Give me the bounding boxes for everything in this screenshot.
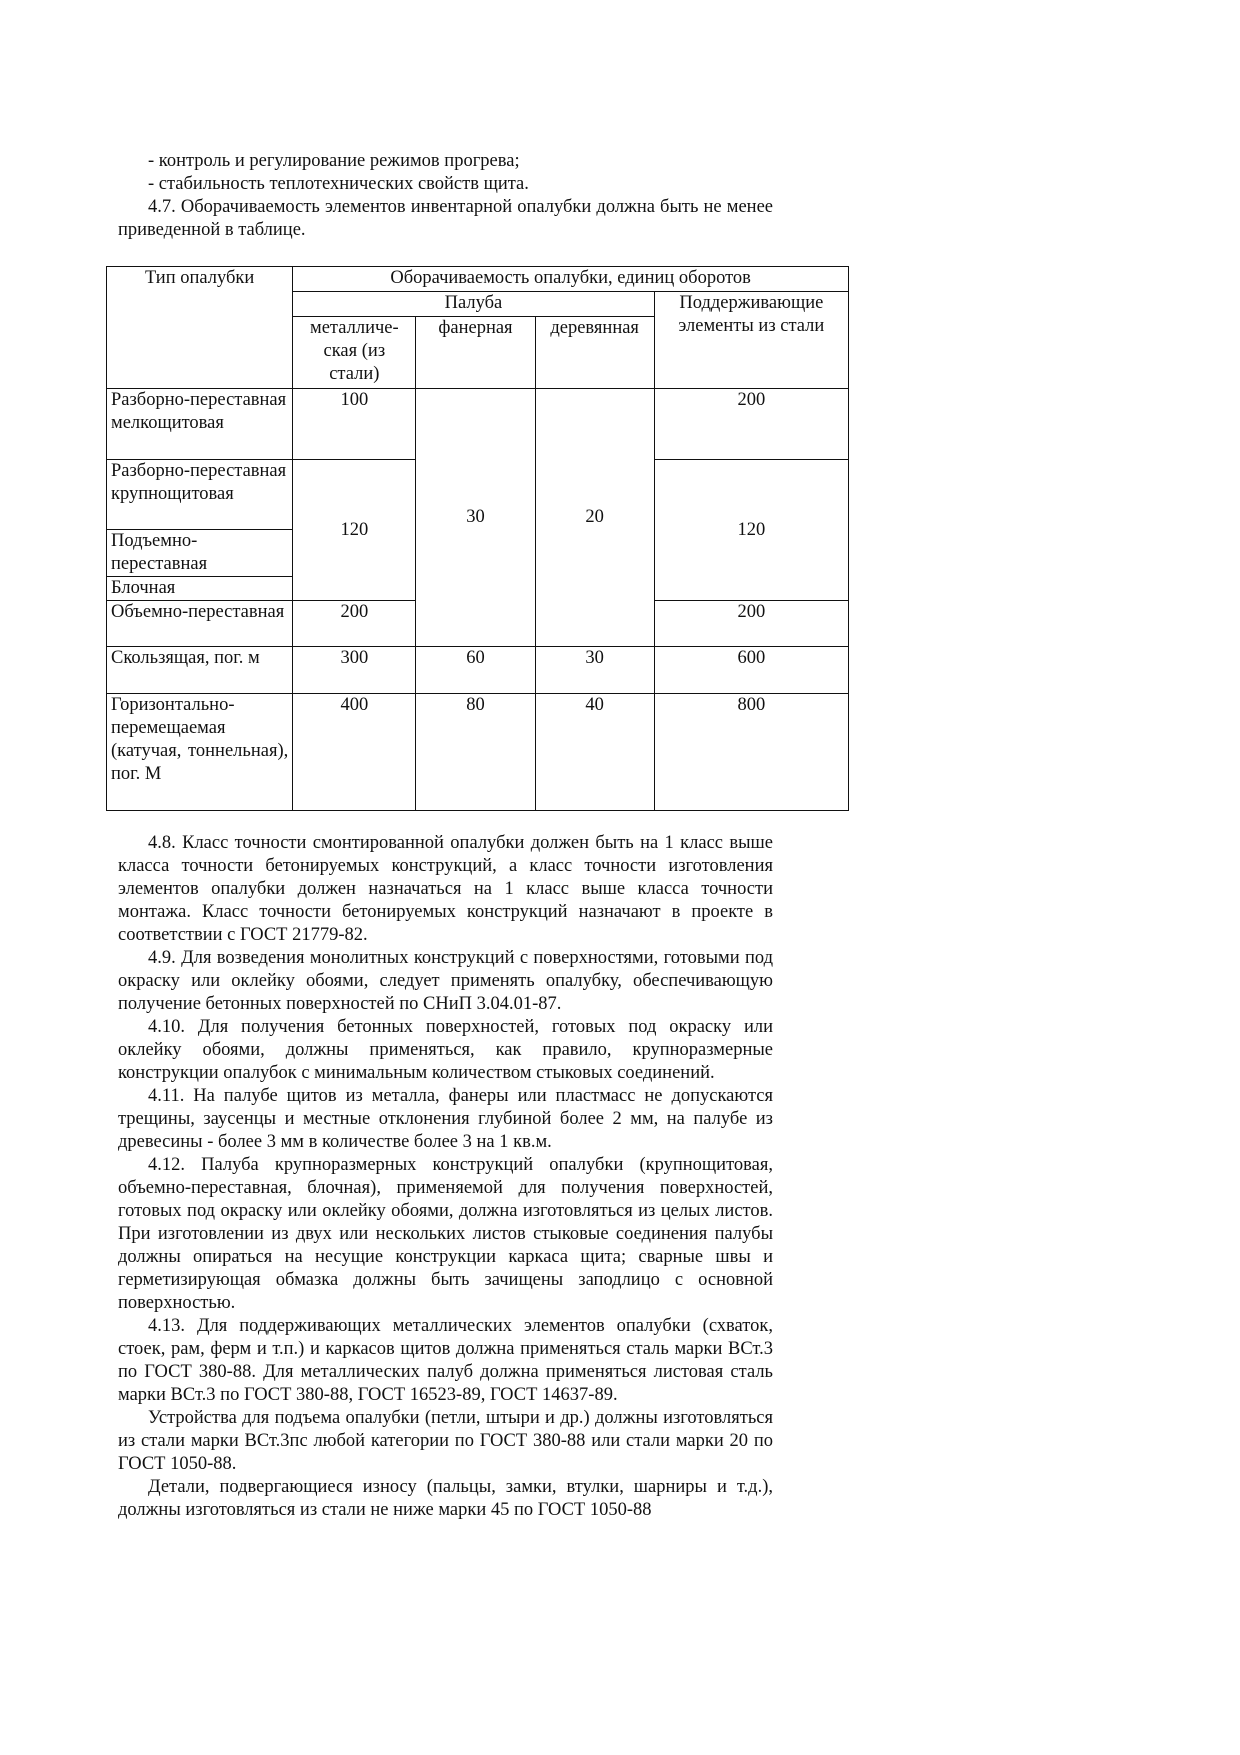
cell-metal: 400	[293, 694, 416, 811]
cell-support: 600	[654, 647, 848, 694]
header-plywood: фанерная	[416, 317, 535, 389]
table-row	[107, 694, 849, 811]
cell-metal: 120	[293, 460, 416, 601]
paragraph: 4.11. На палубе щитов из металла, фанеры или пластмасс не допускаются трещины, заусенцы и местные отклонения глубиной более 2 мм, на палубе из древесины - более 3 мм в количестве более 3 на 1 кв.м.	[118, 1086, 773, 1152]
paragraph: Детали, подвергающиеся износу (пальцы, замки, втулки, шарниры и т.д.), должны изготовляться из стали не ниже марки 45 по ГОСТ 1050-88	[118, 1477, 773, 1520]
body-text	[118, 832, 773, 1522]
header-wood: деревянная	[535, 317, 654, 389]
paragraph: 4.9. Для возведения монолитных конструкций с поверхностями, готовыми под окраску или оклейку обоями, следует применять опалубку, обеспечивающую получение бетонных поверхностей по СНиП 3.04.01-87.	[118, 948, 773, 1014]
cell-wood: 40	[535, 694, 654, 811]
cell-type: Блочная	[107, 577, 293, 601]
cell-wood: 20	[535, 389, 654, 647]
cell-support: 200	[654, 601, 848, 647]
header-turnover: Оборачиваемость опалубки, единиц оборотов	[293, 267, 849, 292]
cell-wood: 30	[535, 647, 654, 694]
cell-type: Подъемно-переставная	[107, 530, 293, 577]
paragraph: 4.13. Для поддерживающих металлических элементов опалубки (схваток, стоек, рам, ферм и т.п.) и каркасов щитов должна применяться сталь марки ВСт.3 по ГОСТ 380-88. Для металлических палуб должна применяться листовая сталь марки ВСт.3 по ГОСТ 380-88, ГОСТ 16523-89, ГОСТ 14637-89.	[118, 1316, 773, 1405]
paragraph: - стабильность теплотехнических свойств щита.	[148, 174, 529, 194]
cell-metal: 200	[293, 601, 416, 647]
cell-type: Разборно-переставная мелкощитовая	[107, 389, 293, 460]
cell-type: Разборно-переставнаякрупнощитовая	[107, 460, 293, 530]
table-row	[107, 389, 849, 460]
paragraph: 4.10. Для получения бетонных поверхностей, готовых под окраску или оклейку обоями, должны применяться, как правило, крупноразмерные конструкции опалубок с минимальным количеством стыковых соединений.	[118, 1017, 773, 1083]
cell-support: 200	[654, 389, 848, 460]
cell-plywood: 30	[416, 389, 535, 647]
cell-metal: 300	[293, 647, 416, 694]
header-metal: металлическая (из стали)	[293, 317, 416, 389]
cell-metal: 100	[293, 389, 416, 460]
cell-support: 800	[654, 694, 848, 811]
header-support: Поддерживающие элементы из стали	[654, 292, 848, 389]
cell-type: Горизонтально-перемещаемая (катучая, тоннельная), пог. М	[107, 694, 293, 811]
cell-type: Скользящая, пог. м	[107, 647, 293, 694]
paragraph: Устройства для подъема опалубки (петли, штыри и др.) должны изготовляться из стали марки ВСт.3пс любой категории по ГОСТ 380-88 или стали марки 20 по ГОСТ 1050-88.	[118, 1408, 773, 1474]
paragraph: 4.7. Оборачиваемость элементов инвентарной опалубки должна быть не менее приведенной в таблице.	[118, 197, 773, 240]
cell-plywood: 60	[416, 647, 535, 694]
header-deck: Палуба	[293, 292, 654, 317]
cell-support: 120	[654, 460, 848, 601]
cell-plywood: 80	[416, 694, 535, 811]
turnover-table	[106, 266, 849, 811]
paragraph: 4.8. Класс точности смонтированной опалубки должен быть на 1 класс выше класса точности бетонируемых конструкций, а класс точности изготовления элементов опалубки должен назначаться на 1 класс выше класса точности монтажа. Класс точности бетонируемых конструкций назначают в проекте в соответствии с ГОСТ 21779-82.	[118, 833, 773, 945]
header-type: Тип опалубки	[107, 267, 293, 389]
cell-type: Объемно-переставная	[107, 601, 293, 647]
intro-text	[118, 150, 773, 242]
paragraph: 4.12. Палуба крупноразмерных конструкций опалубки (крупнощитовая, объемно-переставная, блочная), применяемой для получения поверхностей, готовых под окраску или оклейку обоями, должна изготовляться из целых листов. При изготовлении из двух или нескольких листов стыковые соединения палубы должны опираться на несущие конструкции каркаса щита; сварные швы и герметизирующая обмазка должны быть зачищены заподлицо с основной поверхностью.	[118, 1155, 773, 1313]
table-row	[107, 647, 849, 694]
paragraph: - контроль и регулирование режимов прогрева;	[148, 151, 520, 171]
